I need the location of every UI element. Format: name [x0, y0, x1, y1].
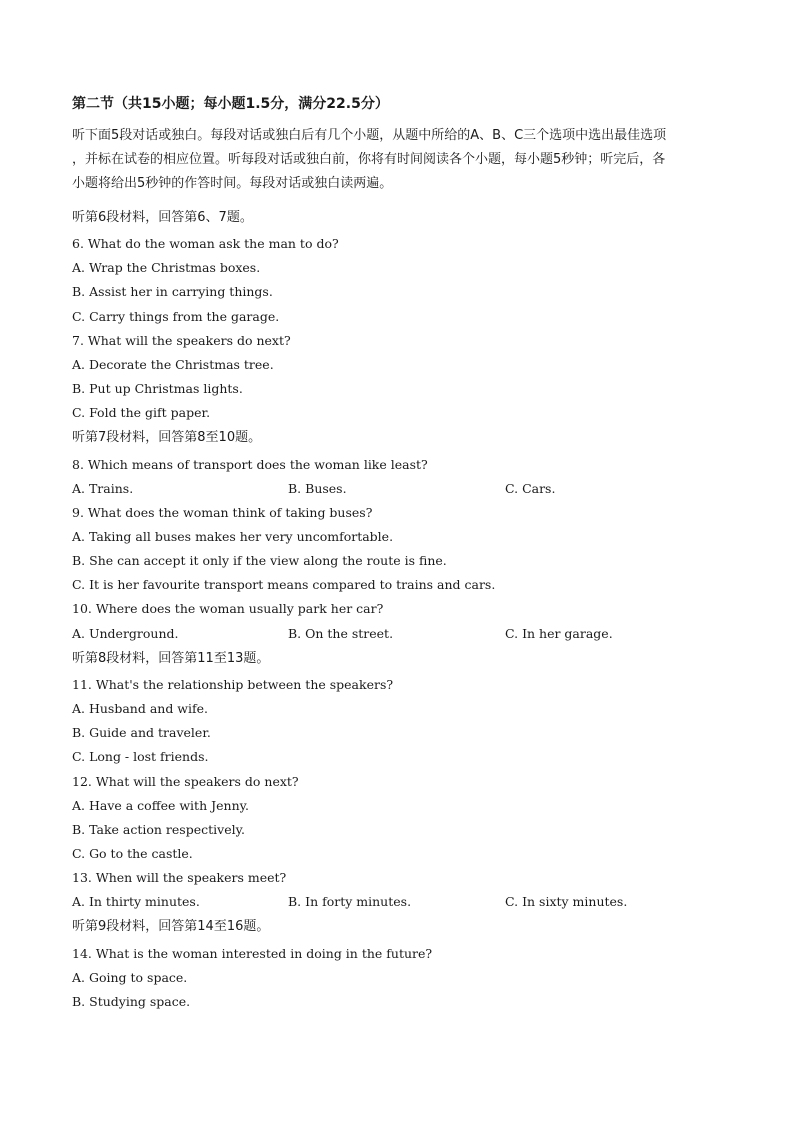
- question-6-option-b: B. Assist her in carrying things.: [72, 284, 273, 299]
- question-7-option-b: B. Put up Christmas lights.: [72, 381, 243, 396]
- question-7-stem: 7. What will the speakers do next?: [72, 333, 291, 348]
- question-11-option-c: C. Long - lost friends.: [72, 749, 209, 764]
- instructions-line-2: ，并标在试卷的相应位置。听每段对话或独白前，你将有时间阅读各个小题，每小题5秒钟；听完后，各: [72, 152, 666, 167]
- question-9-option-b: B. She can accept it only if the view along the route is fine.: [72, 553, 447, 568]
- question-11-option-b: B. Guide and traveler.: [72, 725, 211, 740]
- section-heading: 第二节（共15小题；每小题1.5分，满分22.5分）: [72, 96, 389, 112]
- question-14-stem: 14. What is the woman interested in doing in the future?: [72, 946, 433, 961]
- material-9-label: 听第9段材料，回答第14至16题。: [72, 919, 270, 934]
- instructions-line-1: 听下面5段对话或独白。每段对话或独白后有几个小题，从题中所给的A、B、C三个选项中选出最佳选项: [72, 128, 667, 143]
- question-11-option-a: A. Husband and wife.: [72, 701, 208, 716]
- question-12-option-b: B. Take action respectively.: [72, 822, 245, 837]
- question-13-option-c: C. In sixty minutes.: [505, 894, 628, 909]
- section-instructions: [72, 124, 722, 196]
- question-14-option-a: A. Going to space.: [72, 970, 188, 985]
- question-8-option-c: C. Cars.: [505, 481, 556, 496]
- question-8-option-b: B. Buses.: [288, 481, 347, 496]
- question-7-option-a: A. Decorate the Christmas tree.: [72, 357, 274, 372]
- question-10-option-a: A. Underground.: [72, 626, 179, 641]
- question-7-option-c: C. Fold the gift paper.: [72, 405, 211, 420]
- question-11-stem: 11. What's the relationship between the speakers?: [72, 677, 394, 692]
- question-10-option-c: C. In her garage.: [505, 626, 613, 641]
- question-8-stem: 8. Which means of transport does the woman like least?: [72, 457, 428, 472]
- question-6-stem: 6. What do the woman ask the man to do?: [72, 236, 339, 251]
- question-9-option-c: C. It is her favourite transport means compared to trains and cars.: [72, 577, 496, 592]
- question-10-stem: 10. Where does the woman usually park her car?: [72, 601, 384, 616]
- question-6-option-c: C. Carry things from the garage.: [72, 309, 280, 324]
- question-13-stem: 13. When will the speakers meet?: [72, 870, 287, 885]
- question-12-stem: 12. What will the speakers do next?: [72, 774, 299, 789]
- question-10-option-b: B. On the street.: [288, 626, 394, 641]
- question-14-option-b: B. Studying space.: [72, 994, 191, 1009]
- question-9-option-a: A. Taking all buses makes her very uncomfortable.: [72, 529, 394, 544]
- question-13-option-b: B. In forty minutes.: [288, 894, 412, 909]
- question-8-option-a: A. Trains.: [72, 481, 134, 496]
- material-8-label: 听第8段材料，回答第11至13题。: [72, 651, 270, 666]
- material-7-label: 听第7段材料，回答第8至10题。: [72, 430, 262, 445]
- material-6-label: 听第6段材料，回答第6、7题。: [72, 210, 253, 225]
- question-12-option-a: A. Have a coffee with Jenny.: [72, 798, 249, 813]
- instructions-line-3: 小题将给出5秒钟的作答时间。每段对话或独白读两遍。: [72, 176, 393, 191]
- question-6-option-a: A. Wrap the Christmas boxes.: [72, 260, 261, 275]
- question-12-option-c: C. Go to the castle.: [72, 846, 193, 861]
- question-13-option-a: A. In thirty minutes.: [72, 894, 200, 909]
- question-9-stem: 9. What does the woman think of taking buses?: [72, 505, 373, 520]
